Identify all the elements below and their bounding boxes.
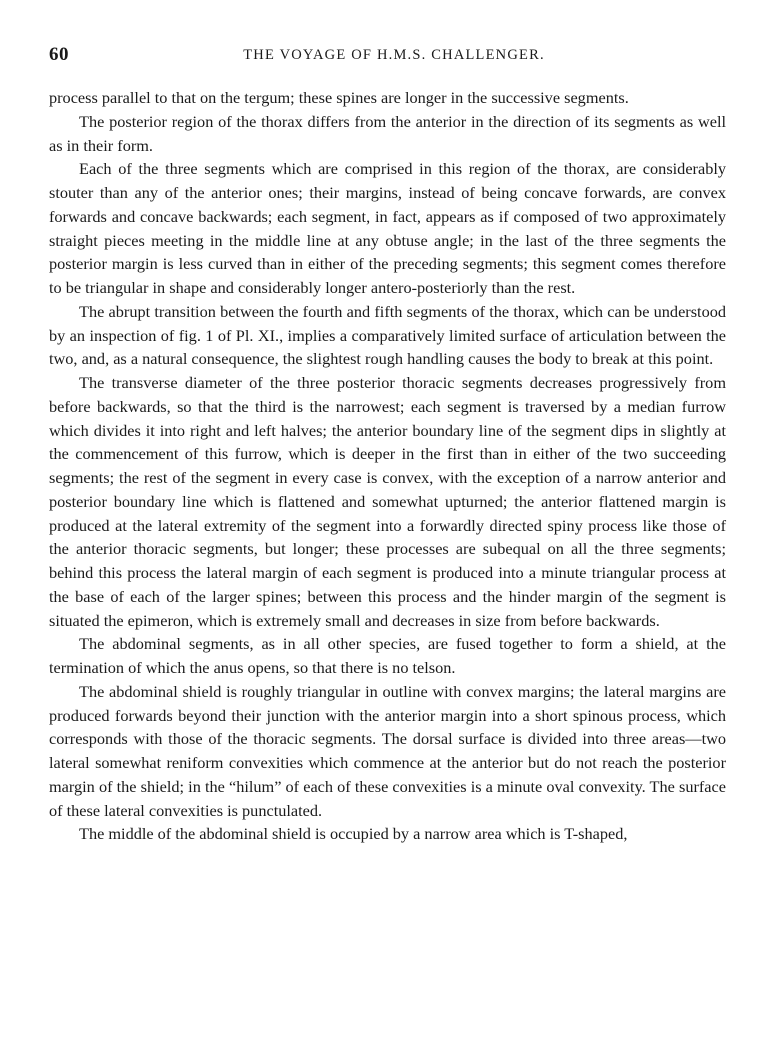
paragraph-abdominal-segments: The abdominal segments, as in all other species, are fused together to form a shield, at the termination of which the anus opens, so that there is no telson. <box>49 634 726 677</box>
paragraph-middle-shield: The middle of the abdominal shield is occupied by a narrow area which is T-shaped, <box>79 824 628 844</box>
paragraph-abrupt-transition: The abrupt transition between the fourth and fifth segments of the thorax, which can be understood by an inspection of fig. 1 of Pl. XI., implies a comparatively limited surface of articulation between the two, and, as a natural consequence, the slightest rough handling causes the body to break at this point. <box>49 301 726 369</box>
paragraph-transverse-diameter: The transverse diameter of the three posterior thoracic segments decreases progressively from before backwards, so that the third is the narrowest; each segment is traversed by a median furrow which divides it into right and left halves; the anterior boundary line of the segment dips in slightly at the commencement of this furrow, which is deeper in the first than in either of the two succeeding segments; the rest of the segment in every case is convex, with the exception of a narrow anterior and posterior boundary line which is flattened and somewhat upturned; the anterior flattened margin is produced at the lateral extremity of the segment into a forwardly directed spiny process like those of the anterior thoracic segments, but longer; these processes are subequal on all the three segments; behind this process the lateral margin of each segment is produced into a minute triangular process at the base of each of the larger spines; between this process and the hinder margin of the segment is situated the epimeron, which is extremely small and decreases in size from before backwards. <box>49 373 726 630</box>
running-title: THE VOYAGE OF H.M.S. CHALLENGER. <box>243 47 545 63</box>
paragraph-continuation: process parallel to that on the tergum; these spines are longer in the successive segments. <box>49 88 629 107</box>
paragraph-abdominal-shield: The abdominal shield is roughly triangular in outline with convex margins; the lateral margins are produced forwards beyond their junction with the anterior margin into a short spinous process, which corresponds with those of the thoracic segments. The dorsal surface is divided into three areas—two lateral somewhat reniform convexities which commence at the anterior but do not reach the posterior margin of the shield; in the “hilum” of each of these convexities is a minute oval convexity. The surface of these lateral convexities is punctulated. <box>49 681 726 820</box>
page-header <box>49 44 725 68</box>
paragraph-three-segments: Each of the three segments which are comprised in this region of the thorax, are considerably stouter than any of the anterior ones; their margins, instead of being concave forwards, are convex forwards and concave backwards; each segment, in fact, appears as if composed of two approximately straight pieces meeting in the middle line at any obtuse angle; in the last of the three segments the posterior margin is less curved than in either of the preceding segments; this segment comes therefore to be triangular in shape and considerably longer antero-posteriorly than the rest. <box>49 159 726 297</box>
page-number: 60 <box>49 44 69 65</box>
body-text <box>49 86 726 846</box>
paragraph-posterior-region: The posterior region of the thorax differs from the anterior in the direction of its segments as well as in their form. <box>49 111 726 155</box>
